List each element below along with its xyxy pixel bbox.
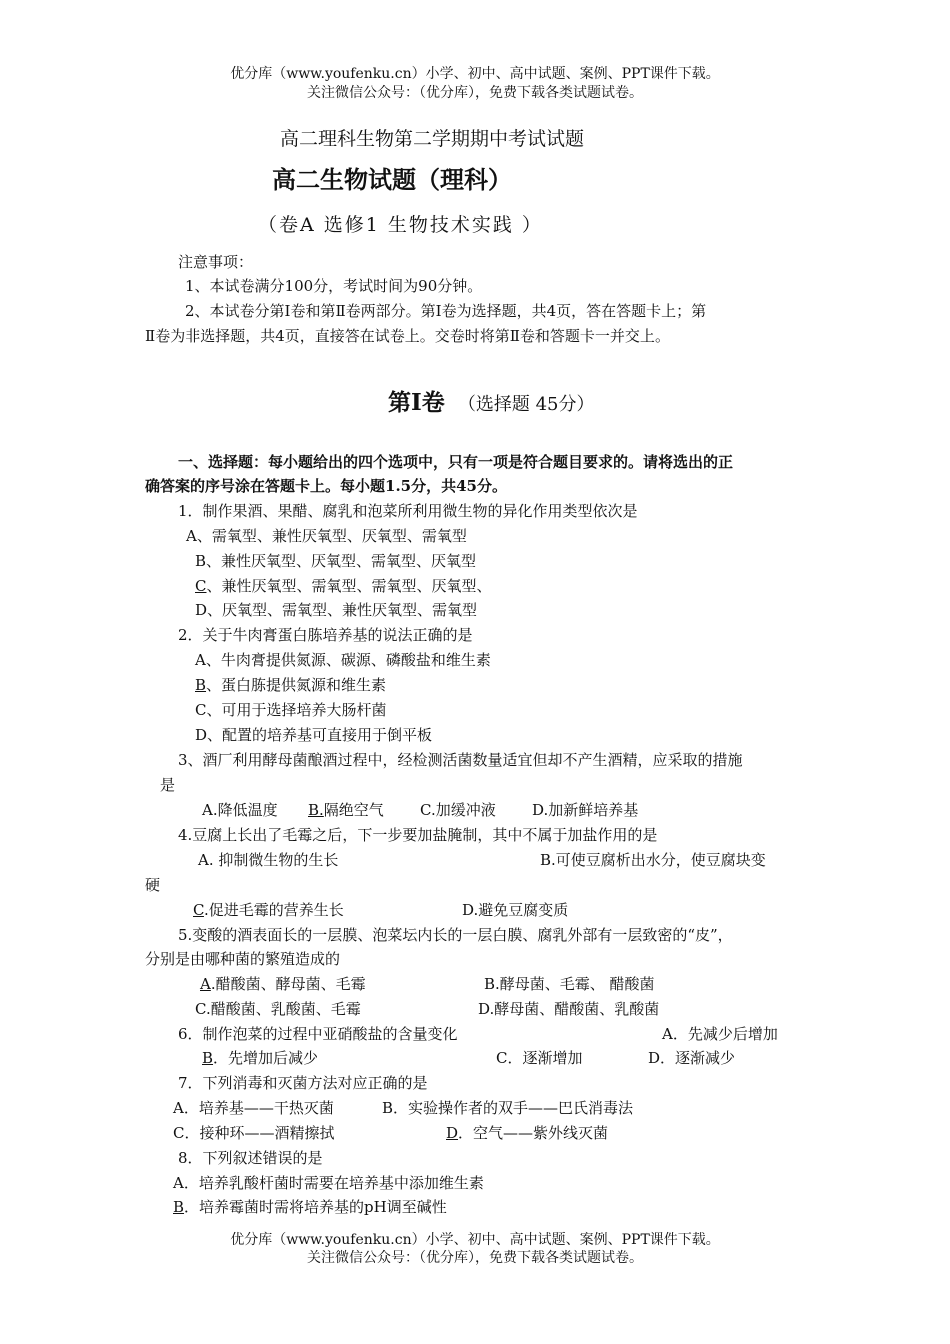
q1-option-a: A、需氧型、兼性厌氧型、厌氧型、需氧型: [186, 527, 467, 545]
notes-heading: 注意事项：: [178, 253, 254, 271]
q8-option-b: [173, 1197, 447, 1217]
section-subtitle: （选择题 45分）: [457, 394, 595, 415]
instruction-line-1: 一、选择题：每小题给出的四个选项中，只有一项是符合题目要求的。请将选出的正: [178, 453, 734, 471]
q7-stem: 7．下列消毒和灭菌方法对应正确的是: [178, 1074, 428, 1092]
q4-option-c-text: .促进毛霉的营养生长: [203, 901, 344, 919]
q3-stem-line-2: 是: [160, 776, 176, 794]
section-title: 第Ⅰ卷: [388, 389, 445, 416]
q5-stem-line-1: 5.变酸的酒表面长的一层膜、泡菜坛内长的一层白膜、腐乳外部有一层致密的“皮”，: [178, 926, 733, 944]
footer-line-2: 关注微信公众号：（优分库），免费下载各类试题试卷。: [307, 1250, 643, 1266]
section-heading: [388, 384, 595, 417]
q6-option-b: [202, 1048, 318, 1068]
q2-answer-mark: B: [195, 676, 207, 694]
q1-option-c: [195, 576, 492, 596]
q7-option-d: [446, 1123, 608, 1143]
q4-option-b-cont: 硬: [145, 876, 161, 894]
q6-option-c: C．逐渐增加: [496, 1049, 583, 1067]
q6-answer-mark: B: [202, 1049, 214, 1067]
q2-option-b: [195, 675, 386, 695]
header-line-2: 关注微信公众号：（优分库），免费下载各类试题试卷。: [307, 85, 643, 101]
q4-option-a: A. 抑制微生物的生长: [198, 851, 339, 869]
q8-stem: 8．下列叙述错误的是: [178, 1149, 323, 1167]
q6-stem: 6．制作泡菜的过程中亚硝酸盐的含量变化: [178, 1025, 458, 1043]
q1-stem: 1．制作果酒、果醋、腐乳和泡菜所利用微生物的异化作用类型依次是: [178, 502, 638, 520]
footer-line-1: 优分库（www.youfenku.cn）小学、初中、高中试题、案例、PPT课件下载。: [230, 1232, 720, 1248]
q1-option-d: D、厌氧型、需氧型、兼性厌氧型、需氧型: [195, 601, 478, 619]
q8-option-a: A．培养乳酸杆菌时需要在培养基中添加维生素: [173, 1174, 484, 1192]
q5-stem-line-2: 分别是由哪种菌的繁殖造成的: [145, 950, 341, 968]
q3-answer-mark: B.: [308, 801, 324, 819]
q6-option-a: A．先减少后增加: [662, 1025, 778, 1043]
q4-stem: 4.豆腐上长出了毛霉之后，下一步要加盐腌制，其中不属于加盐作用的是: [178, 826, 658, 844]
q5-option-c: C.醋酸菌、乳酸菌、毛霉: [195, 1000, 361, 1018]
q3-option-d: D.加新鲜培养基: [532, 801, 639, 819]
instruction-line-2: 确答案的序号涂在答题卡上。每小题1.5分，共45分。: [145, 477, 507, 495]
q3-option-c: C.加缓冲液: [420, 801, 496, 819]
q8-answer-mark: B: [173, 1198, 185, 1216]
q5-option-d: D.酵母菌、醋酸菌、乳酸菌: [478, 1000, 660, 1018]
q4-option-b: B.可使豆腐析出水分，使豆腐块变: [540, 851, 766, 869]
q4-answer-mark: C: [193, 901, 204, 919]
q4-option-c: [193, 900, 344, 920]
q5-option-a-text: .醋酸菌、酵母菌、毛霉: [210, 975, 366, 993]
q3-option-b: [308, 800, 384, 820]
notes-item-2a: 2、本试卷分第Ⅰ卷和第Ⅱ卷两部分。第Ⅰ卷为选择题，共4页，答在答题卡上；第: [185, 302, 707, 320]
q3-option-a: A.降低温度: [202, 801, 278, 819]
q6-option-b-text: ．先增加后减少: [213, 1049, 319, 1067]
q5-option-b: B.酵母菌、毛霉、 醋酸菌: [484, 975, 655, 993]
q3-option-b-text: 隔绝空气: [323, 801, 384, 819]
notes-item-2b: Ⅱ卷为非选择题，共4页，直接答在试卷上。交卷时将第Ⅱ卷和答题卡一并交上。: [145, 327, 670, 345]
q1-option-b: B、兼性厌氧型、厌氧型、需氧型、厌氧型: [195, 552, 477, 570]
q1-answer-mark: C: [195, 577, 207, 595]
q2-stem: 2．关于牛肉膏蛋白胨培养基的说法正确的是: [178, 626, 473, 644]
q5-answer-mark: A: [200, 975, 211, 993]
q6-option-d: D．逐渐减少: [648, 1049, 736, 1067]
volume-title: （卷A 选修1 生物技术实践 ）: [258, 214, 543, 236]
q7-option-c: C．接种环——酒精擦拭: [173, 1124, 335, 1142]
q4-option-d: D.避免豆腐变质: [462, 901, 569, 919]
q7-option-b: B．实验操作者的双手——巴氏消毒法: [382, 1099, 634, 1117]
exam-subtitle: 高二生物试题（理科）: [272, 165, 512, 194]
exam-title: 高二理科生物第二学期期中考试试题: [280, 128, 585, 150]
q8-option-b-text: ．培养霉菌时需将培养基的pH调至碱性: [184, 1198, 447, 1216]
q2-option-b-text: 、蛋白胨提供氮源和维生素: [206, 676, 387, 694]
q3-stem-line-1: 3、酒厂利用酵母菌酿酒过程中，经检测活菌数量适宜但却不产生酒精，应采取的措施: [178, 751, 743, 769]
notes-item-1: 1、本试卷满分100分，考试时间为90分钟。: [185, 277, 483, 295]
q7-answer-mark: D: [446, 1124, 459, 1142]
q1-option-c-text: 、兼性厌氧型、需氧型、需氧型、厌氧型、: [206, 577, 492, 595]
q2-option-c: C、可用于选择培养大肠杆菌: [195, 701, 387, 719]
q5-option-a: [200, 974, 366, 994]
q2-option-a: A、牛肉膏提供氮源、碳源、磷酸盐和维生素: [195, 651, 491, 669]
q7-option-d-text: ．空气——紫外线灭菌: [458, 1124, 609, 1142]
q2-option-d: D、配置的培养基可直接用于倒平板: [195, 726, 433, 744]
q7-option-a: A．培养基——干热灭菌: [173, 1099, 334, 1117]
header-line-1: 优分库（www.youfenku.cn）小学、初中、高中试题、案例、PPT课件下载。: [230, 66, 720, 82]
